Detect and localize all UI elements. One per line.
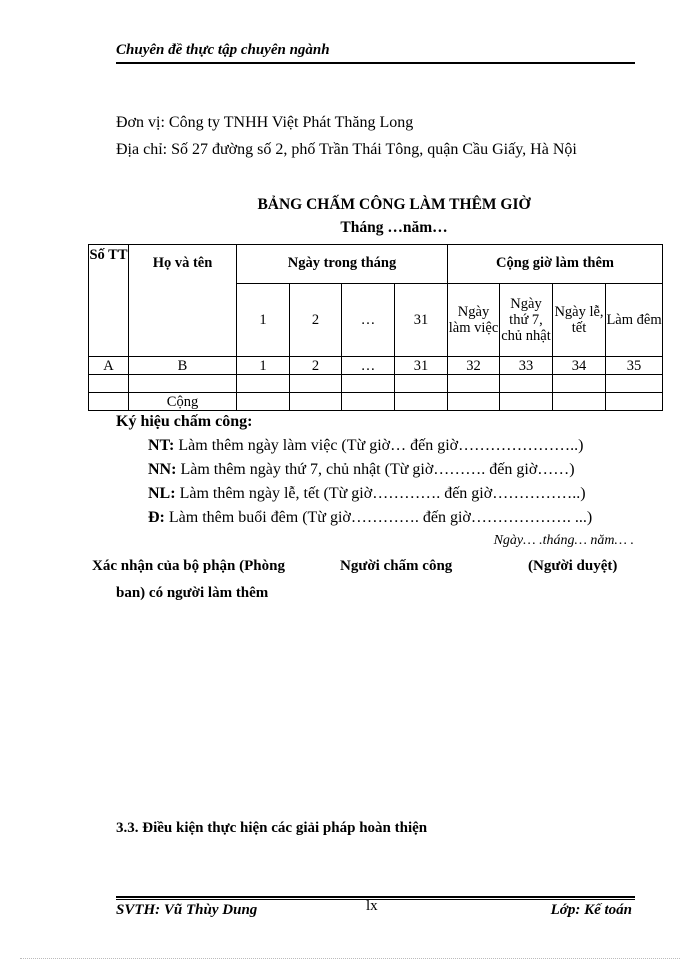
signature-confirm-line1: Xác nhận của bộ phận (Phòng [92,558,285,574]
table-row-total [89,393,663,411]
header-stt: Số TT [89,245,129,357]
legend-text: Làm thêm buổi đêm (Từ giờ…………. đến giờ………………. ...) [168,509,593,526]
code-cell: … [342,357,395,375]
table-row [89,375,663,393]
legend-text: Làm thêm ngày thứ 7, chủ nhật (Từ giờ………. đến giờ……) [180,461,575,478]
signature-timekeeper: Người chấm công [340,558,453,574]
legend-text: Làm thêm ngày lễ, tết (Từ giờ…………. đến giờ……………..) [179,485,586,502]
footer-student: SVTH: Vũ Thùy Dung [116,902,258,918]
header-days: Ngày trong tháng [237,245,448,284]
address-line [116,141,577,159]
overtime-timesheet-table [88,244,663,411]
address-label: Địa chỉ: [116,141,168,158]
sum-label: Cộng [129,393,237,411]
legend-item [148,461,575,479]
page-bottom-edge [20,958,680,959]
code-cell: 33 [500,357,553,375]
table-title: BẢNG CHẤM CÔNG LÀM THÊM GIỜ [257,196,531,213]
total-header-weekend: Ngày thứ 7, chủ nhật [500,284,553,357]
code-cell: 1 [237,357,290,375]
unit-label: Đơn vị: [116,114,165,131]
running-header-title: Chuyên đề thực tập chuyên ngành [116,42,330,58]
signature-confirm-line2: ban) có người làm thêm [116,585,269,601]
day-header-1: 1 [237,284,290,357]
unit-value: Công ty TNHH Việt Phát Thăng Long [168,114,414,131]
footer-class: Lớp: Kế toán [550,902,632,918]
total-header-holiday: Ngày lễ, tết [553,284,606,357]
date-line: Ngày… .tháng… năm… . [493,533,634,548]
day-header-2: 2 [290,284,342,357]
legend-code: NN: [148,461,177,478]
day-header-ellipsis: … [342,284,395,357]
total-header-night: Làm đêm [606,284,663,357]
code-cell: A [89,357,129,375]
code-cell: 2 [290,357,342,375]
table-subtitle: Tháng …năm… [340,219,448,236]
header-rule [116,62,635,64]
legend-code: NL: [148,485,176,502]
footer-page-number: lx [366,898,378,914]
legend-code: NT: [148,437,175,454]
total-header-workday: Ngày làm việc [448,284,500,357]
day-header-31: 31 [395,284,448,357]
unit-line [116,114,413,132]
legend-item [148,509,592,527]
code-cell: 34 [553,357,606,375]
address-value: Số 27 đường số 2, phố Trần Thái Tông, quận Cầu Giấy, Hà Nội [171,141,577,158]
legend-code: Đ: [148,509,165,526]
code-cell: 35 [606,357,663,375]
header-total: Cộng giờ làm thêm [448,245,663,284]
signature-approver: (Người duyệt) [528,558,618,574]
code-cell: B [129,357,237,375]
code-cell: 31 [395,357,448,375]
section-heading: 3.3. Điều kiện thực hiện các giải pháp hoàn thiện [116,820,428,836]
legend-title: Ký hiệu chấm công: [116,413,253,430]
header-name: Họ và tên [129,245,237,357]
legend-item [148,485,586,503]
legend-text: Làm thêm ngày làm việc (Từ giờ… đến giờ…………………..) [178,437,584,454]
legend-item [148,437,583,455]
code-cell: 32 [448,357,500,375]
